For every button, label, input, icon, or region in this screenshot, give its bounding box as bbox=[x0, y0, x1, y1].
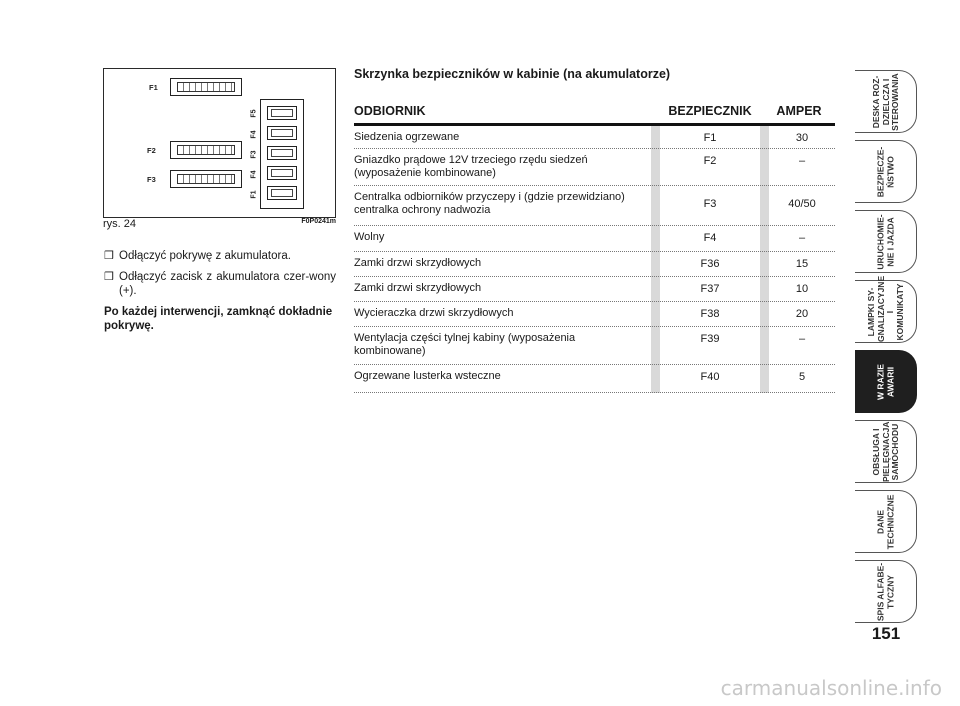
figure-code: F0P0241m bbox=[301, 218, 336, 225]
cell-amp: – bbox=[798, 155, 806, 167]
fuse-box-diagram bbox=[103, 68, 336, 218]
cell-device: Wycieraczka drzwi skrzydłowych bbox=[354, 307, 514, 319]
cell-amp: 5 bbox=[798, 371, 806, 383]
watermark: carmanualsonline.info bbox=[720, 676, 942, 700]
instruction-step bbox=[104, 249, 336, 263]
table-body bbox=[354, 126, 835, 393]
table-row bbox=[354, 327, 835, 365]
table-row bbox=[354, 126, 835, 149]
table-row bbox=[354, 226, 835, 252]
cell-fuse: F38 bbox=[700, 308, 720, 320]
cell-fuse: F40 bbox=[700, 371, 720, 383]
cell-fuse: F36 bbox=[700, 258, 720, 270]
figure-number: rys. 24 bbox=[103, 218, 137, 230]
cell-amp: 40/50 bbox=[788, 198, 816, 210]
small-fuse bbox=[267, 186, 297, 200]
small-fuse bbox=[267, 126, 297, 140]
cell-amp: 30 bbox=[795, 132, 809, 144]
tab-uruchomienie[interactable] bbox=[855, 210, 917, 273]
checkbox-bullet-icon: ❒ bbox=[104, 271, 114, 283]
tab-label: DANE TECHNICZNE bbox=[875, 494, 895, 549]
diagram-col-label-1: F5 bbox=[250, 109, 258, 118]
cell-device: Ogrzewane lusterka wsteczne bbox=[354, 370, 501, 382]
cell-amp: 10 bbox=[795, 283, 809, 295]
tab-label: SPIS ALFABE-TYCZNY bbox=[875, 562, 895, 621]
fuse-f2-large bbox=[170, 141, 242, 159]
tab-dane-techniczne[interactable] bbox=[855, 490, 917, 553]
fuse-f3-large bbox=[170, 170, 242, 188]
cell-fuse: F1 bbox=[703, 132, 717, 144]
cell-fuse: F2 bbox=[703, 155, 717, 167]
instruction-step bbox=[104, 270, 336, 298]
cell-fuse: F4 bbox=[703, 232, 717, 244]
small-fuse bbox=[267, 166, 297, 180]
tab-lampki[interactable] bbox=[855, 275, 917, 343]
tab-label: URUCHOMIE-NIE I JAZDA bbox=[875, 213, 895, 270]
small-fuse bbox=[267, 106, 297, 120]
tab-label: LAMPKI SY-GNALIZACYJNE I KOMUNIKATY bbox=[865, 275, 904, 342]
cell-fuse: F39 bbox=[700, 333, 720, 345]
cell-fuse: F3 bbox=[703, 198, 717, 210]
cell-fuse: F37 bbox=[700, 283, 720, 295]
cell-device: Centralka odbiorników przyczepy i (gdzie przewidziano) centralka ochrony nadwozia bbox=[354, 191, 625, 216]
page-number: 151 bbox=[871, 624, 901, 643]
diagram-col-label-2: F4 bbox=[250, 130, 258, 139]
instructions bbox=[104, 249, 336, 333]
small-fuse-block bbox=[260, 99, 304, 209]
diagram-label-f2: F2 bbox=[147, 146, 156, 155]
instruction-text: Odłączyć pokrywę z akumulatora. bbox=[119, 250, 291, 262]
small-fuse bbox=[267, 146, 297, 160]
table-row bbox=[354, 277, 835, 302]
tab-label: W RAZIE AWARII bbox=[875, 363, 895, 400]
table-row bbox=[354, 149, 835, 186]
closing-note: Po każdej interwencji, zamknąć dokładnie pokrywę. bbox=[104, 306, 333, 332]
section-title: Skrzynka bezpieczników w kabinie (na akumulatorze) bbox=[354, 67, 671, 81]
fuse-f1-large bbox=[170, 78, 242, 96]
tab-deska-rozdzielcza[interactable] bbox=[855, 70, 917, 133]
fuse-table bbox=[354, 101, 835, 393]
tab-label: BEZPIECZE-ŃSTWO bbox=[875, 146, 895, 197]
tab-obsluga[interactable] bbox=[855, 420, 917, 483]
header-fuse: BEZPIECZNIK bbox=[668, 104, 752, 118]
table-header bbox=[354, 101, 835, 126]
tab-label: DESKA ROZ-DZIELCZA I STEROWANIA bbox=[870, 72, 900, 131]
cell-device: Siedzenia ogrzewane bbox=[354, 131, 460, 143]
cell-amp: 15 bbox=[795, 258, 809, 270]
header-amp: AMPER bbox=[776, 104, 822, 118]
table-row bbox=[354, 302, 835, 327]
cell-amp: – bbox=[798, 333, 806, 345]
cell-device: Zamki drzwi skrzydłowych bbox=[354, 282, 482, 294]
tab-label: OBSŁUGA I PIELĘGNACJA SAMOCHODU bbox=[870, 421, 900, 482]
diagram-col-label-3: F3 bbox=[250, 150, 258, 159]
tab-spis-alfabetyczny[interactable] bbox=[855, 560, 917, 623]
cell-device: Gniazdko prądowe 12V trzeciego rzędu siedzeń (wyposażenie kombinowane) bbox=[354, 154, 588, 179]
table-row bbox=[354, 186, 835, 226]
diagram-label-f3: F3 bbox=[147, 175, 156, 184]
instruction-text: Odłączyć zacisk z akumulatora czer-wony (+). bbox=[119, 271, 336, 297]
diagram-label-f1: F1 bbox=[149, 83, 158, 92]
cell-device: Wolny bbox=[354, 231, 385, 243]
tab-bezpieczenstwo[interactable] bbox=[855, 140, 917, 203]
table-row bbox=[354, 365, 835, 393]
table-row bbox=[354, 252, 835, 277]
tab-w-razie-awarii[interactable] bbox=[855, 350, 917, 413]
diagram-col-label-5: F1 bbox=[250, 190, 258, 199]
header-device: ODBIORNIK bbox=[354, 104, 426, 118]
diagram-col-label-4: F4 bbox=[250, 170, 258, 179]
checkbox-bullet-icon: ❒ bbox=[104, 250, 114, 262]
cell-amp: 20 bbox=[795, 308, 809, 320]
cell-device: Wentylacja części tylnej kabiny (wyposażenia kombinowane) bbox=[354, 332, 576, 357]
cell-device: Zamki drzwi skrzydłowych bbox=[354, 257, 482, 269]
cell-amp: – bbox=[798, 232, 806, 244]
figure-caption bbox=[103, 218, 336, 234]
